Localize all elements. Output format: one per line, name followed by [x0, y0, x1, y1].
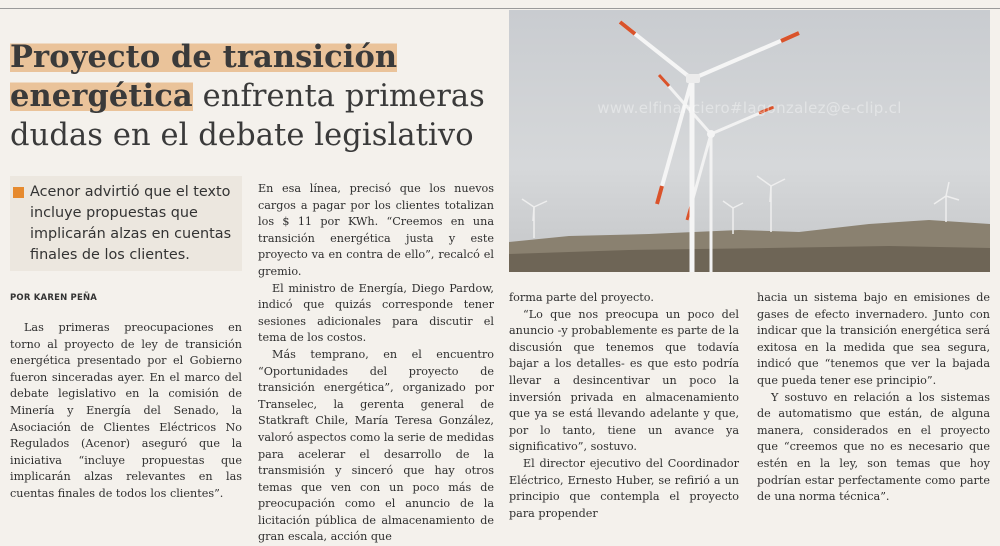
column-2 [258, 181, 494, 546]
paragraph: El director ejecutivo del Coordinador Eléctrico, Ernesto Huber, se refirió a un principio que contempla el proyecto para propender [509, 456, 739, 520]
paragraph: hacia un sistema bajo en emisiones de gases de efecto invernadero. Junto con indicar que la transición energética será exitosa en la medida que sea segura, indicó que “tenemos que ver la bajada que pueda tener ese principio”. [757, 291, 990, 387]
headline-highlight: Proyecto de transición energética [10, 39, 398, 114]
column-4 [757, 290, 990, 506]
watermark: www.elfinanciero#lagonzalez@e-clip.cl [597, 99, 902, 117]
paragraph: Y sostuvo en relación a los sistemas de automatismo que están, de alguna manera, considerados en el proyecto que “creemos que no es necesario que estén en la ley, son temas que hoy podrían estar perfectamente como parte de una norma técnica”. [757, 390, 990, 504]
paragraph: Más temprano, en el encuentro “Oportunidades del proyecto de transición energética”, organizado por Transelec, la gerenta general de Statkraft Chile, María Teresa González, valoró aspectos como la serie de medidas para acelerar el desarrollo de la transmisión y sinceró que hay otros temas que ven con un poco más de preocupación como el anuncio de la licitación pública de almacenamiento de gran escala, acción que [258, 347, 494, 544]
kicker-text: Acenor advirtió que el texto incluye propuestas que implicarán alzas en cuentas finales de los clientes. [30, 184, 232, 263]
paragraph: forma parte del proyecto. [509, 291, 654, 304]
column-3 [509, 290, 739, 522]
paragraph: En esa línea, precisó que los nuevos cargos a pagar por los clientes totalizan los $ 11 por KWh. “Creemos en una transición energética justa y este proyecto va en contra de ello”, recalcó el gremio. [258, 182, 494, 278]
wind-turbines-photo [509, 10, 990, 272]
paragraph: El ministro de Energía, Diego Pardow, indicó que quizás corresponde tener sesiones adicionales para discutir el tema de los costos. [258, 281, 494, 345]
kicker-box [10, 176, 242, 271]
column-1 [10, 320, 242, 503]
paragraph: Las primeras preocupaciones en torno al proyecto de ley de transición energética presentado por el Gobierno fueron sinceradas ayer. En el marco del debate legislativo en la comisión de Minería y Energía del Senado, la Asociación de Clientes Eléctricos No Regulados (Acenor) aseguró que la iniciativa “incluye propuestas que implicarán alzas relevantes en las cuentas finales de todos los clientes”. [10, 321, 242, 500]
headline-rest: enfrenta primeras dudas en el debate legislativo [10, 79, 485, 153]
paragraph: “Lo que nos preocupa un poco del anuncio -y probablemente es parte de la discusión que tenemos que todavía bajar a los detalles- es que esto podría llevar a desincentivar un poco la inversión privada en almacenamiento que ya se está llevando adelante y que, por lo tanto, tiene un avance ya significativo”, sostuvo. [509, 307, 739, 454]
photo-illustration [509, 10, 990, 272]
article-headline [10, 38, 498, 155]
square-bullet-icon [13, 187, 24, 198]
byline: POR KAREN PEÑA [10, 293, 98, 303]
top-rule [0, 8, 1000, 9]
